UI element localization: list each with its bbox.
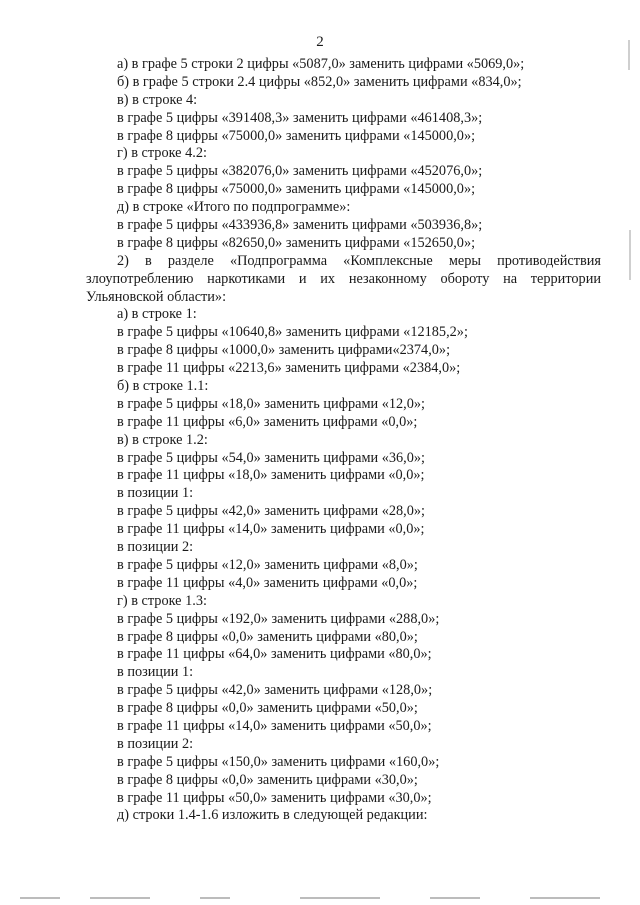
text-line: в графе 5 цифры «10640,8» заменить цифрами «12185,2»; xyxy=(117,324,468,341)
text-line: а) в строке 1: xyxy=(117,306,197,323)
text-line: Ульяновской области»: xyxy=(86,288,227,305)
text-line: в графе 8 цифры «0,0» заменить цифрами «30,0»; xyxy=(117,771,418,788)
text-line: в графе 5 цифры «42,0» заменить цифрами «128,0»; xyxy=(117,682,433,699)
text-line: в графе 11 цифры «4,0» заменить цифрами «0,0»; xyxy=(117,574,418,591)
text-line: в графе 8 цифры «75000,0» заменить цифрами «145000,0»; xyxy=(117,127,476,144)
page-number: 2 xyxy=(316,34,324,50)
scan-artifact xyxy=(430,897,480,899)
scan-artifact xyxy=(20,897,60,899)
text-line: г) в строке 1.3: xyxy=(117,592,207,609)
text-line: 2) в разделе «Подпрограмма «Комплексные меры противодействия xyxy=(117,252,601,269)
scan-artifact xyxy=(628,40,630,70)
text-line: в графе 5 цифры «192,0» заменить цифрами «288,0»; xyxy=(117,610,440,627)
scan-artifact xyxy=(90,897,150,899)
text-line: злоупотреблению наркотиками и их незаконному обороту на территории xyxy=(86,270,601,287)
text-line: в графе 8 цифры «82650,0» заменить цифрами «152650,0»; xyxy=(117,234,476,251)
text-line: в графе 5 цифры «391408,3» заменить цифрами «461408,3»; xyxy=(117,109,483,126)
text-line: в графе 11 цифры «14,0» заменить цифрами «50,0»; xyxy=(117,717,432,734)
text-line: в графе 5 цифры «12,0» заменить цифрами «8,0»; xyxy=(117,556,418,573)
scan-artifact xyxy=(629,230,631,280)
paragraph-line xyxy=(0,289,640,307)
paragraph-line xyxy=(0,253,640,271)
text-line: в графе 11 цифры «18,0» заменить цифрами «0,0»; xyxy=(117,467,425,484)
text-line: в графе 8 цифры «0,0» заменить цифрами «80,0»; xyxy=(117,628,418,645)
scan-artifact xyxy=(200,897,230,899)
text-line: в графе 5 цифры «382076,0» заменить цифрами «452076,0»; xyxy=(117,163,483,180)
text-line: в графе 5 цифры «18,0» заменить цифрами «12,0»; xyxy=(117,395,426,412)
text-line: д) строки 1.4-1.6 изложить в следующей редакции: xyxy=(117,807,428,824)
text-line: в графе 11 цифры «64,0» заменить цифрами «80,0»; xyxy=(117,646,432,663)
document-body xyxy=(0,56,640,825)
paragraph-line xyxy=(0,271,640,289)
scan-artifact xyxy=(300,897,380,899)
text-line: в позиции 2: xyxy=(117,539,194,556)
text-line: в графе 8 цифры «1000,0» заменить цифрами«2374,0»; xyxy=(117,342,451,359)
text-line: в графе 5 цифры «54,0» заменить цифрами «36,0»; xyxy=(117,449,426,466)
text-line: в графе 11 цифры «2213,6» заменить цифрами «2384,0»; xyxy=(117,360,461,377)
text-line: в) в строке 4: xyxy=(117,91,198,108)
text-line: в графе 5 цифры «433936,8» заменить цифрами «503936,8»; xyxy=(117,217,483,234)
text-line: б) в графе 5 строки 2.4 цифры «852,0» заменить цифрами «834,0»; xyxy=(117,73,522,90)
text-line: б) в строке 1.1: xyxy=(117,378,209,395)
text-line: в графе 5 цифры «150,0» заменить цифрами «160,0»; xyxy=(117,753,440,770)
text-line: в позиции 2: xyxy=(117,735,194,752)
text-line: в графе 5 цифры «42,0» заменить цифрами «28,0»; xyxy=(117,503,426,520)
text-line: в графе 8 цифры «75000,0» заменить цифрами «145000,0»; xyxy=(117,181,476,198)
text-line: в позиции 1: xyxy=(117,485,194,502)
text-line: в позиции 1: xyxy=(117,664,194,681)
text-line: д) в строке «Итого по подпрограмме»: xyxy=(117,199,351,216)
text-line: в) в строке 1.2: xyxy=(117,431,208,448)
text-line: г) в строке 4.2: xyxy=(117,145,207,162)
text-line: в графе 11 цифры «50,0» заменить цифрами «30,0»; xyxy=(117,789,432,806)
text-line: а) в графе 5 строки 2 цифры «5087,0» заменить цифрами «5069,0»; xyxy=(117,56,525,72)
text-line: в графе 11 цифры «6,0» заменить цифрами «0,0»; xyxy=(117,413,418,430)
scan-artifact xyxy=(530,897,600,899)
text-line: в графе 8 цифры «0,0» заменить цифрами «50,0»; xyxy=(117,700,418,717)
text-line: в графе 11 цифры «14,0» заменить цифрами «0,0»; xyxy=(117,521,425,538)
